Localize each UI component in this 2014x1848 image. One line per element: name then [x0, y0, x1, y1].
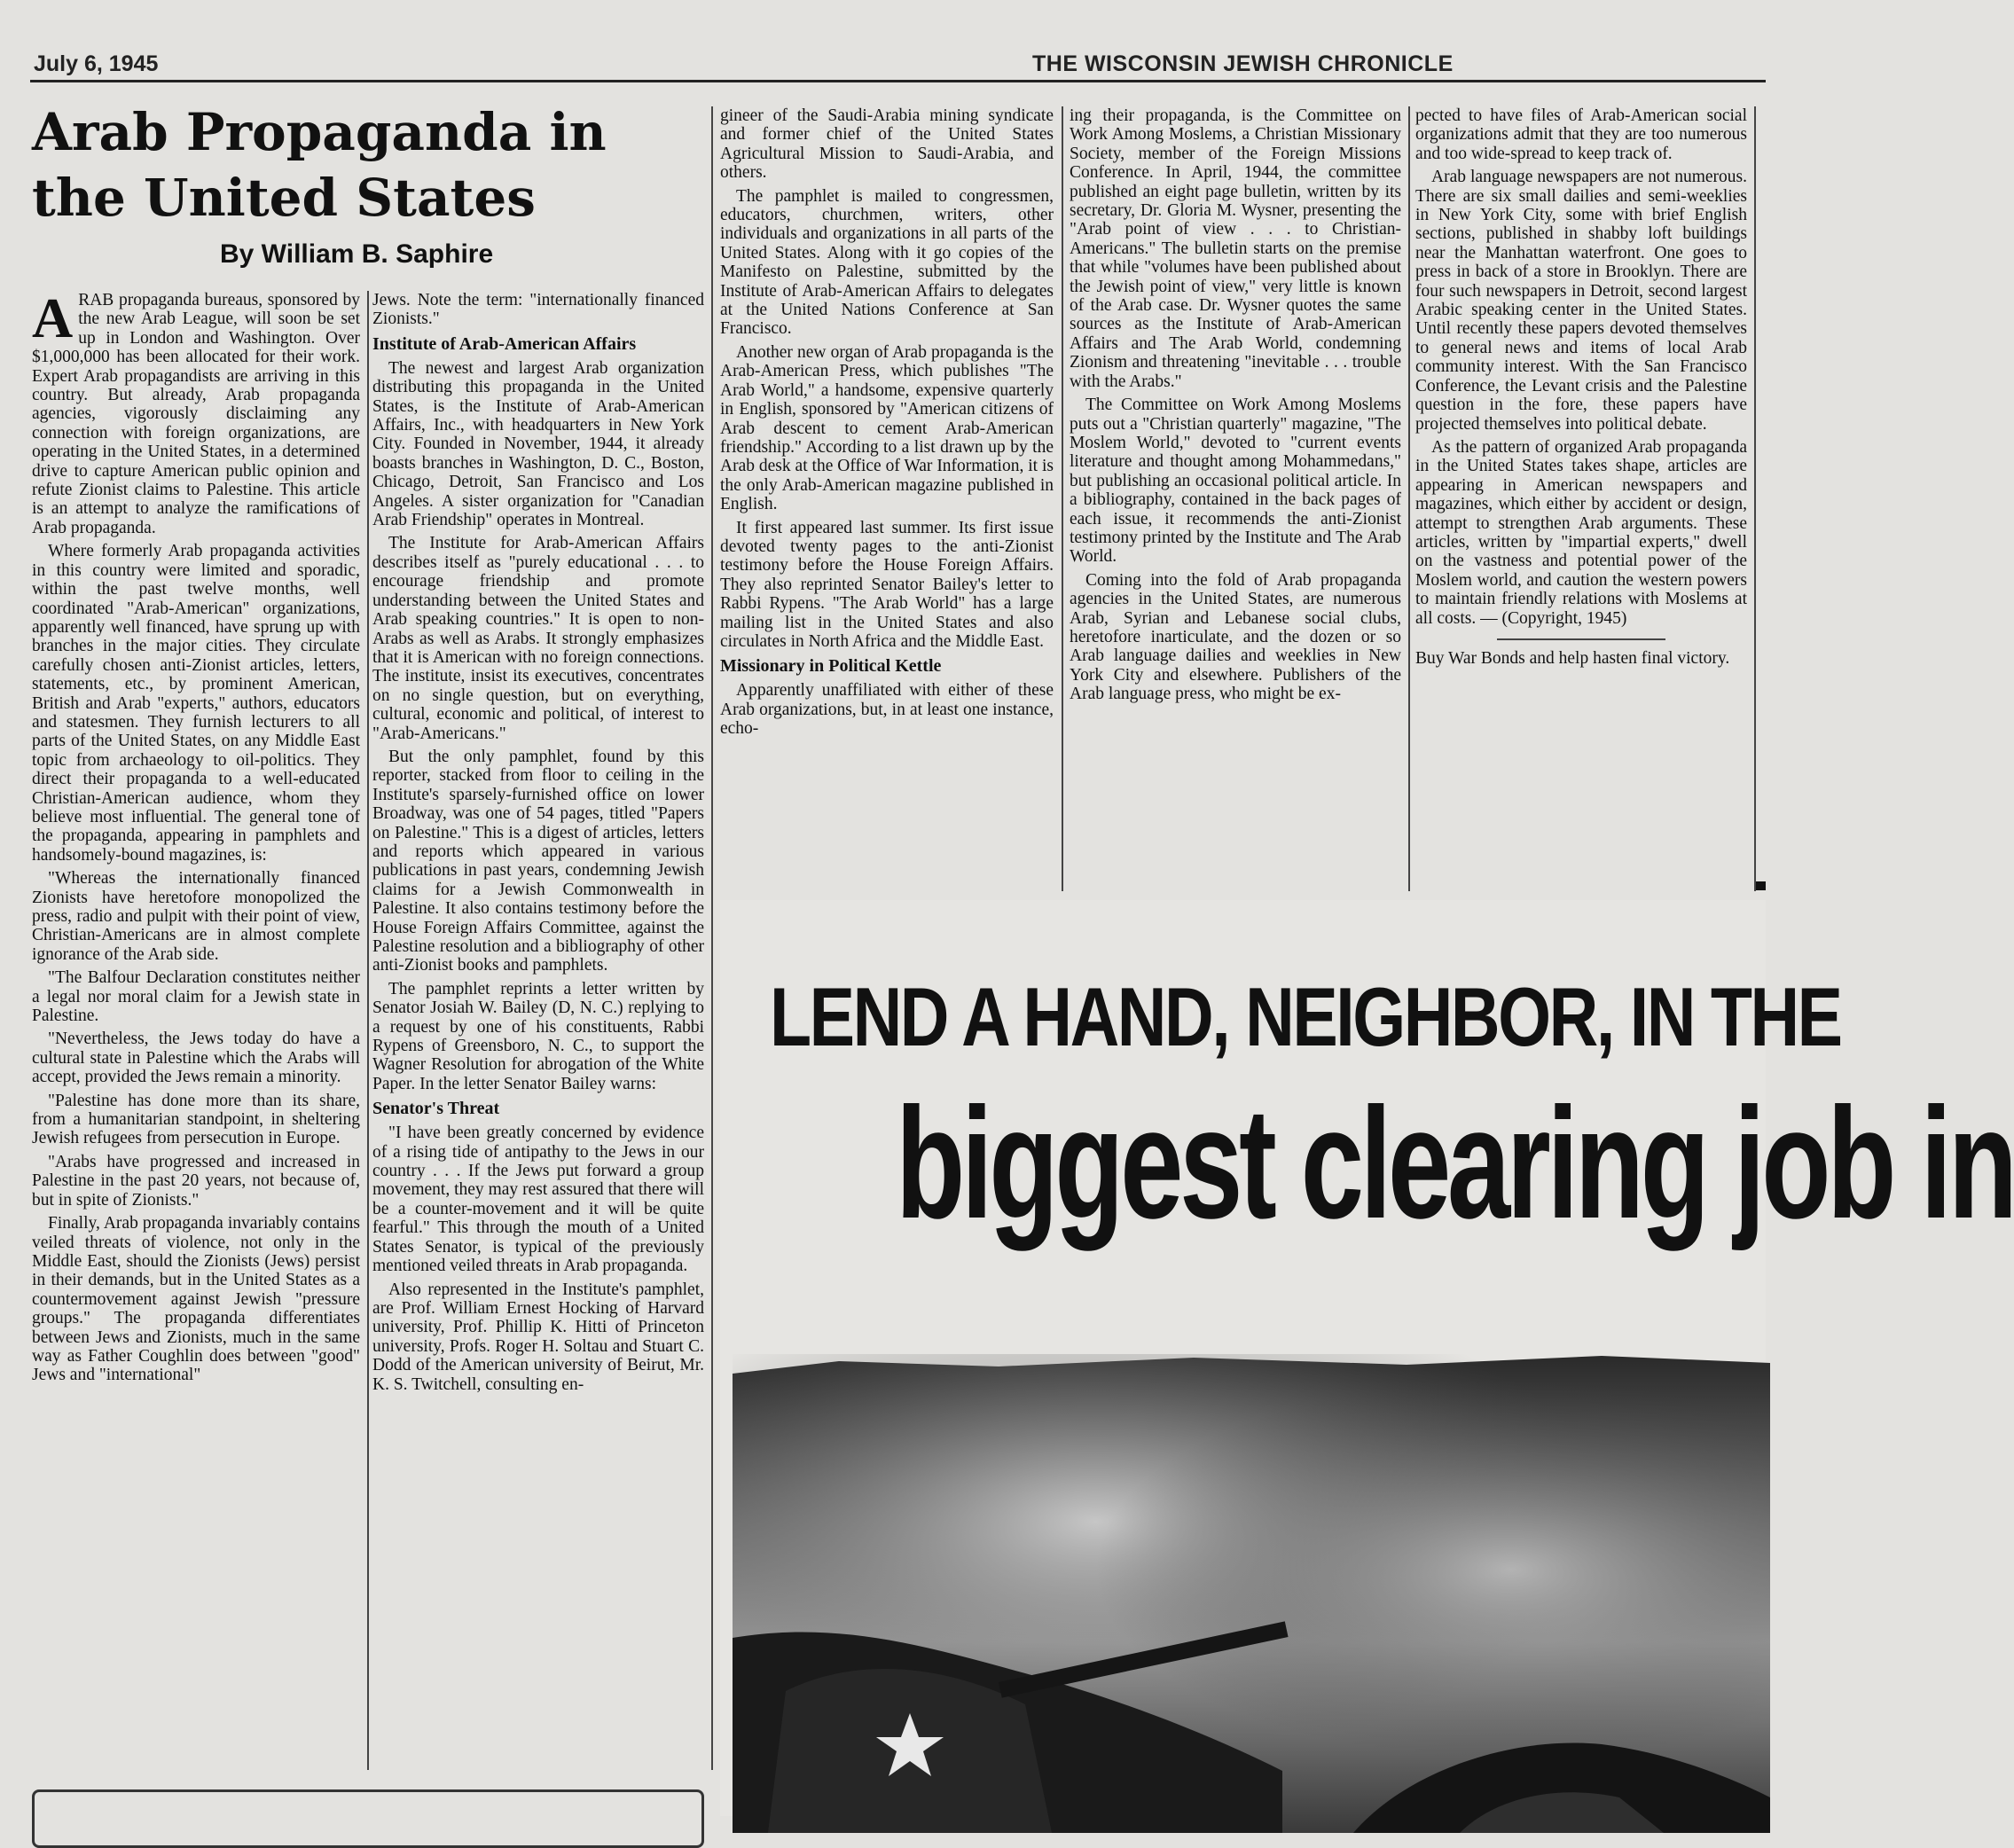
subheading: Senator's Threat: [372, 1099, 500, 1119]
article-column-1: [32, 286, 360, 1770]
column-divider: [711, 106, 713, 1770]
paragraph: Also represented in the Institute's pamphlet, are Prof. William Ernest Hocking of Harvard university, Prof. Phillip K. Hitti of Princeton university, Profs. Roger H. Soltau and Stuart C. Dodd of the American university of Beirut, Mr. K. S. Twitchell, consulting en-: [372, 1280, 704, 1394]
paragraph: Jews. Note the term: "internationally financed Zionists.": [372, 291, 704, 329]
paragraph: "Palestine has done more than its share, from a humanitarian standpoint, in sheltering Jewish refugees from persecution in Europe.: [32, 1091, 360, 1148]
paragraph: "Whereas the internationally financed Zionists have heretofore monopolized the press, radio and pulpit with their point of view, Christian-Americans are in almost complete ignorance of the Arab side.: [32, 869, 360, 964]
paragraph: gineer of the Saudi-Arabia mining syndicate and former chief of the United States Agricultural Mission to Saudi-Arabia, and others.: [720, 106, 1054, 183]
edge-mark: [1756, 881, 1766, 890]
paragraph-text: RAB propaganda bureaus, sponsored by the new Arab League, will soon be set up in London and Washington. Over $1,000,000 has been allocated for their work. Expert Arab propagandists are arriving in this country. But already, Arab propaganda agencies, vigorously disclaiming any connection with foreign organizations, are operating in the United States, in a determined drive to capture American public opinion and refute Zionist claims to Palestine. This article is an attempt to analyze the ramifications of Arab propaganda.: [32, 291, 360, 537]
paragraph: It first appeared last summer. Its first issue devoted twenty pages to the anti-Zionist testimony before the House Foreign Affairs. They also reprinted Senator Bailey's letter to Rabbi Rypens. "The Arab World" has a large mailing list in the United States and also circulates in North Africa and the Middle East.: [720, 518, 1054, 651]
subheading: Missionary in Political Kettle: [720, 656, 942, 677]
article-column-4: [1070, 106, 1401, 891]
column-divider: [1754, 106, 1756, 891]
headline-line-1: Arab Propaganda in: [32, 102, 607, 162]
paragraph: The pamphlet reprints a letter written by Senator Josiah W. Bailey (D, N. C.) replying to a request by one of his constituents, Rabbi Rypens of Greensboro, N. C., to support the Wagner Resolution for abrogation of the White Paper. In the letter Senator Bailey warns:: [372, 979, 704, 1093]
paragraph: The Committee on Work Among Moslems puts out a "Christian quarterly" magazine, "The Moslem World," devoted to "current events literature and thought among Mohammedans," but publishing an occasional political article. In a bibliography, contained in the back pages of each issue, it recommends the anti-Zionist testimony printed by the Institute and The Arab World.: [1070, 395, 1401, 567]
paragraph: Arab language newspapers are not numerous. There are six small dailies and semi-weeklies in New York City, some with brief English sections, published in shabby loft buildings near the Manhattan waterfront. One goes to press in back of a store in Brooklyn. There are four such newspapers in Detroit, second largest Arabic speaking center in the United States. Until recently these papers devoted themselves to general news and items of local Arab community interest. With the San Francisco Conference, the Levant crisis and the Palestine question in the fore, these papers have projected themselves into political debate.: [1415, 168, 1747, 434]
paragraph: The Institute for Arab-American Affairs describes itself as "purely educational . . . to encourage friendship and promote understanding between the United States and Arab speaking countries." It is open to non-Arabs as well as Arabs. It strongly emphasizes that it is American with no foreign connections. The institute, insist its executives, concentrates on no single question, but on everything, cultural, economic and political, of interest to "Arab-Americans.": [372, 534, 704, 743]
masthead: THE WISCONSIN JEWISH CHRONICLE: [1032, 51, 1454, 76]
article-column-5: [1415, 106, 1747, 891]
column-divider: [1062, 106, 1063, 891]
page-date: July 6, 1945: [34, 51, 159, 76]
column-divider: [367, 291, 369, 1770]
paragraph: Coming into the fold of Arab propaganda agencies in the United States, are numerous Arab, Syrian and Lebanese social clubs, heretofore inarticulate, and the dozen or so Arab language dailies and weeklies in New York City and elsewhere. Publishers of the Arab language press, who might be ex-: [1070, 570, 1401, 704]
subheading: Institute of Arab-American Affairs: [372, 333, 637, 354]
drop-cap: A: [32, 286, 74, 349]
ad-headline-line-1: LEND A HAND, NEIGHBOR, IN THE: [770, 970, 1841, 1063]
paragraph: ing their propaganda, is the Committee on Work Among Moslems, a Christian Missionary Society, member of the Foreign Missions Conference. In April, 1944, the committee published an eight page bulletin, written by its secretary, Dr. Gloria M. Wysner, presenting the "Arab point of view . . . to Christian-Americans." The bulletin starts on the premise that while "volumes have been published about the Jewish point of view," very little is known of the Arab case. Dr. Wysner quotes the same sources as the Institute of Arab-American Affairs and The Arab World, condemning Zionism and threatening "inevitable . . . trouble with the Arabs.": [1070, 106, 1401, 391]
filler-rule: [1497, 638, 1665, 640]
ad-photo: [733, 1354, 1770, 1833]
article-column-2: [372, 291, 704, 1770]
headline-line-2: the United States: [32, 168, 536, 228]
paragraph: [32, 286, 360, 537]
paragraph: pected to have files of Arab-American social organizations admit that they are too numerous and too wide-spread to keep track of.: [1415, 106, 1747, 163]
advertisement: [720, 900, 2014, 1816]
paragraph: Finally, Arab propaganda invariably contains veiled threats of violence, not only in the Middle East, should the Zionists (Jews) persist in their demands, but in the United States as a countermovement against Jewish "pressure groups." The propaganda differentiates between Jews and Zionists, much in the same way as Father Coughlin does between "good" Jews and "international": [32, 1214, 360, 1385]
bottom-box: [32, 1789, 704, 1848]
paragraph: Where formerly Arab propaganda activities in this country were limited and sporadic, within the past twelve months, well coordinated "Arab-American" organizations, apparently well financed, have sprung up with branches in the major cities. They circulate carefully chosen anti-Zionist articles, letters, statements, etc., by prominent American, British and Arab "experts," authors, educators and statesmen. They furnish lecturers to all parts of the United States, on any Middle East topic from archaeology to oil-politics. They direct their propaganda to a well-educated Christian-American audience, whom they believe most influential. The general tone of the propaganda, appearing in pamphlets and handsomely-bound magazines, is:: [32, 542, 360, 865]
article-column-3: [720, 106, 1054, 891]
paragraph: The newest and largest Arab organization distributing this propaganda in the United States, is the Institute of Arab-American Affairs, Inc., with headquarters in New York City. Founded in November, 1944, it already boasts branches in Washington, D. C., Boston, Chicago, Detroit, San Francisco and Los Angeles. A sister organization for "Canadian Arab Friendship" operates in Montreal.: [372, 358, 704, 530]
paragraph: But the only pamphlet, found by this reporter, stacked from floor to ceiling in the Institute's sparsely-furnished office on lower Broadway, was one of 54 pages, titled "Papers on Palestine." This is a digest of articles, letters and reports which appeared in various publications in past years, condemning Jewish claims for a Jewish Commonwealth in Palestine. It also contains testimony before the House Foreign Affairs Committee, against the Palestine resolution and a bibliography of other anti-Zionist books and pamphlets.: [372, 747, 704, 975]
paragraph: "Nevertheless, the Jews today do have a cultural state in Palestine which the Arabs will accept, provided the Jews remain a minority.: [32, 1030, 360, 1087]
paragraph: Another new organ of Arab propaganda is the Arab-American Press, which publishes "The Arab World," a handsome, expensive quarterly in English, sponsored by "American citizens of Arab descent to cement Arab-American friendship." According to a list drawn up by the Arab desk at the Office of War Information, it is the only Arab-American magazine published in English.: [720, 342, 1054, 514]
paragraph: Apparently unaffiliated with either of these Arab organizations, but, in at least one instance, echo-: [720, 681, 1054, 739]
byline: By William B. Saphire: [220, 239, 494, 269]
paragraph: As the pattern of organized Arab propaganda in the United States takes shape, articles are appearing in American newspapers and magazines, which either by accident or design, attempt to strengthen Arab arguments. These articles, written by "impartial experts," dwell on the vastness and potential power of the Moslem world, and caution the western powers to maintain friendly relations with Moslems at all costs. — (Copyright, 1945): [1415, 437, 1747, 628]
paragraph: "The Balfour Declaration constitutes neither a legal nor moral claim for a Jewish state in Palestine.: [32, 968, 360, 1026]
top-rule: [30, 80, 1766, 82]
paragraph: "I have been greatly concerned by evidence of a rising tide of antipathy to the Jews in our country . . . If the Jews put forward a group movement, they may rest assured that there will be a counter-movement and it will be quite fearful." This through the mouth of a United States Senator, is typical of the previously mentioned veiled threats in Arab propaganda.: [372, 1124, 704, 1276]
column-divider: [1408, 106, 1410, 891]
paragraph: The pamphlet is mailed to congressmen, educators, churchmen, writers, other individuals and organizations in all parts of the United States. Along with it go copies of the Manifesto on Palestine, submitted by the Institute of Arab-American Affairs to delegates at the United Nations Conference at San Francisco.: [720, 186, 1054, 339]
article-headline: [32, 99, 706, 231]
filler-note: Buy War Bonds and help hasten final victory.: [1415, 648, 1730, 668]
paragraph: "Arabs have progressed and increased in Palestine in the past 20 years, not because of, but in spite of Zionists.": [32, 1152, 360, 1210]
ad-headline-line-2: biggest clearing job in: [896, 1075, 2014, 1251]
